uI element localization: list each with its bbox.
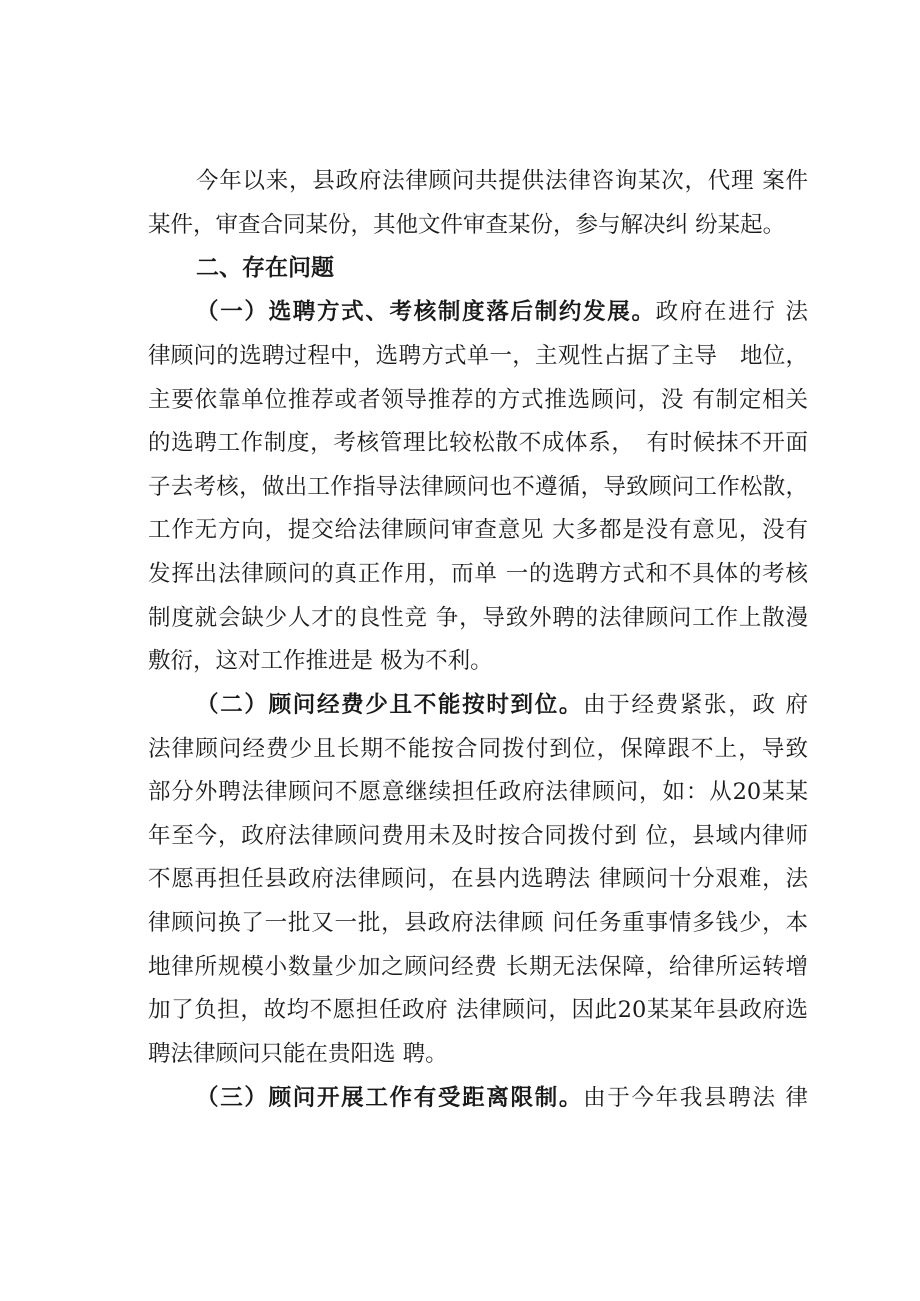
item1-line-7: 制度就会缺少人才的良性竞 争，导致外聘的法律顾问工作上散漫 [148,605,808,631]
item1-line-5: 工作无方向，提交给法律顾问审查意见 大多都是没有意见，没有 [148,517,808,543]
item2-title: （二）顾问经费少且不能按时到位。 [196,692,584,718]
item1-line-1: 律顾问的选聘过程中，选聘方式单一，主观性占据了主导 地位， [148,343,808,369]
item3-title: （三）顾问开展工作有受距离限制。 [196,1085,584,1111]
item2-line-8: 聘法律顾问只能在贵阳选 聘。 [148,1041,448,1067]
item1-line-4: 子去考核，做出工作指导法律顾问也不遵循，导致顾问工作松散， [148,474,808,500]
item1-first-line [196,297,808,327]
item2-line-4: 不愿再担任县政府法律顾问，在县内选聘法 律顾问十分艰难，法 [148,866,808,892]
section-heading: 二、存在问题 [196,255,334,281]
item3-first-line [196,1083,808,1113]
paragraph1-line-1: 今年以来，县政府法律顾问共提供法律咨询某次，代理 案件 [196,168,808,194]
item2-line-6: 地律所规模小数量少加之顾问经费 长期无法保障，给律所运转增 [148,954,808,980]
item2-line-3: 年至今，政府法律顾问费用未及时按合同拨付到 位，县域内律师 [148,823,808,849]
item1-title: （一）选聘方式、考核制度落后制约发展。 [196,299,656,325]
item1-first-line-rest: 政府在进行 法 [655,299,808,325]
paragraph1-line-2: 某件，审查合同某份，其他文件审查某份，参与解决纠 纷某起。 [148,212,786,238]
item2-line-1: 法律顾问经费少且长期不能按合同拨付到位，保障跟不上，导致 [148,736,808,762]
item1-line-3: 的选聘工作制度，考核管理比较松散不成体系， 有时候抹不开面 [148,430,808,456]
item2-first-line-rest: 由于经费紧张，政 府 [583,692,808,718]
item2-first-line [196,690,808,720]
item1-line-2: 主要依靠单位推荐或者领导推荐的方式推选顾问，没 有制定相关 [148,387,808,413]
item1-line-6: 发挥出法律顾问的真正作用，而单 一的选聘方式和不具体的考核 [148,561,808,587]
item1-line-8: 敷衍，这对工作推进是 极为不利。 [148,648,493,674]
item2-line-5: 律顾问换了一批又一批，县政府法律顾 问任务重事情多钱少，本 [148,910,808,936]
item3-first-line-rest: 由于今年我县聘法 律 [583,1085,808,1111]
item2-line-2: 部分外聘法律顾问不愿意继续担任政府法律顾问，如：从20某某 [148,779,808,805]
item2-line-7: 加了负担，故均不愿担任政府 法律顾问，因此20某某年县政府选 [148,997,808,1023]
